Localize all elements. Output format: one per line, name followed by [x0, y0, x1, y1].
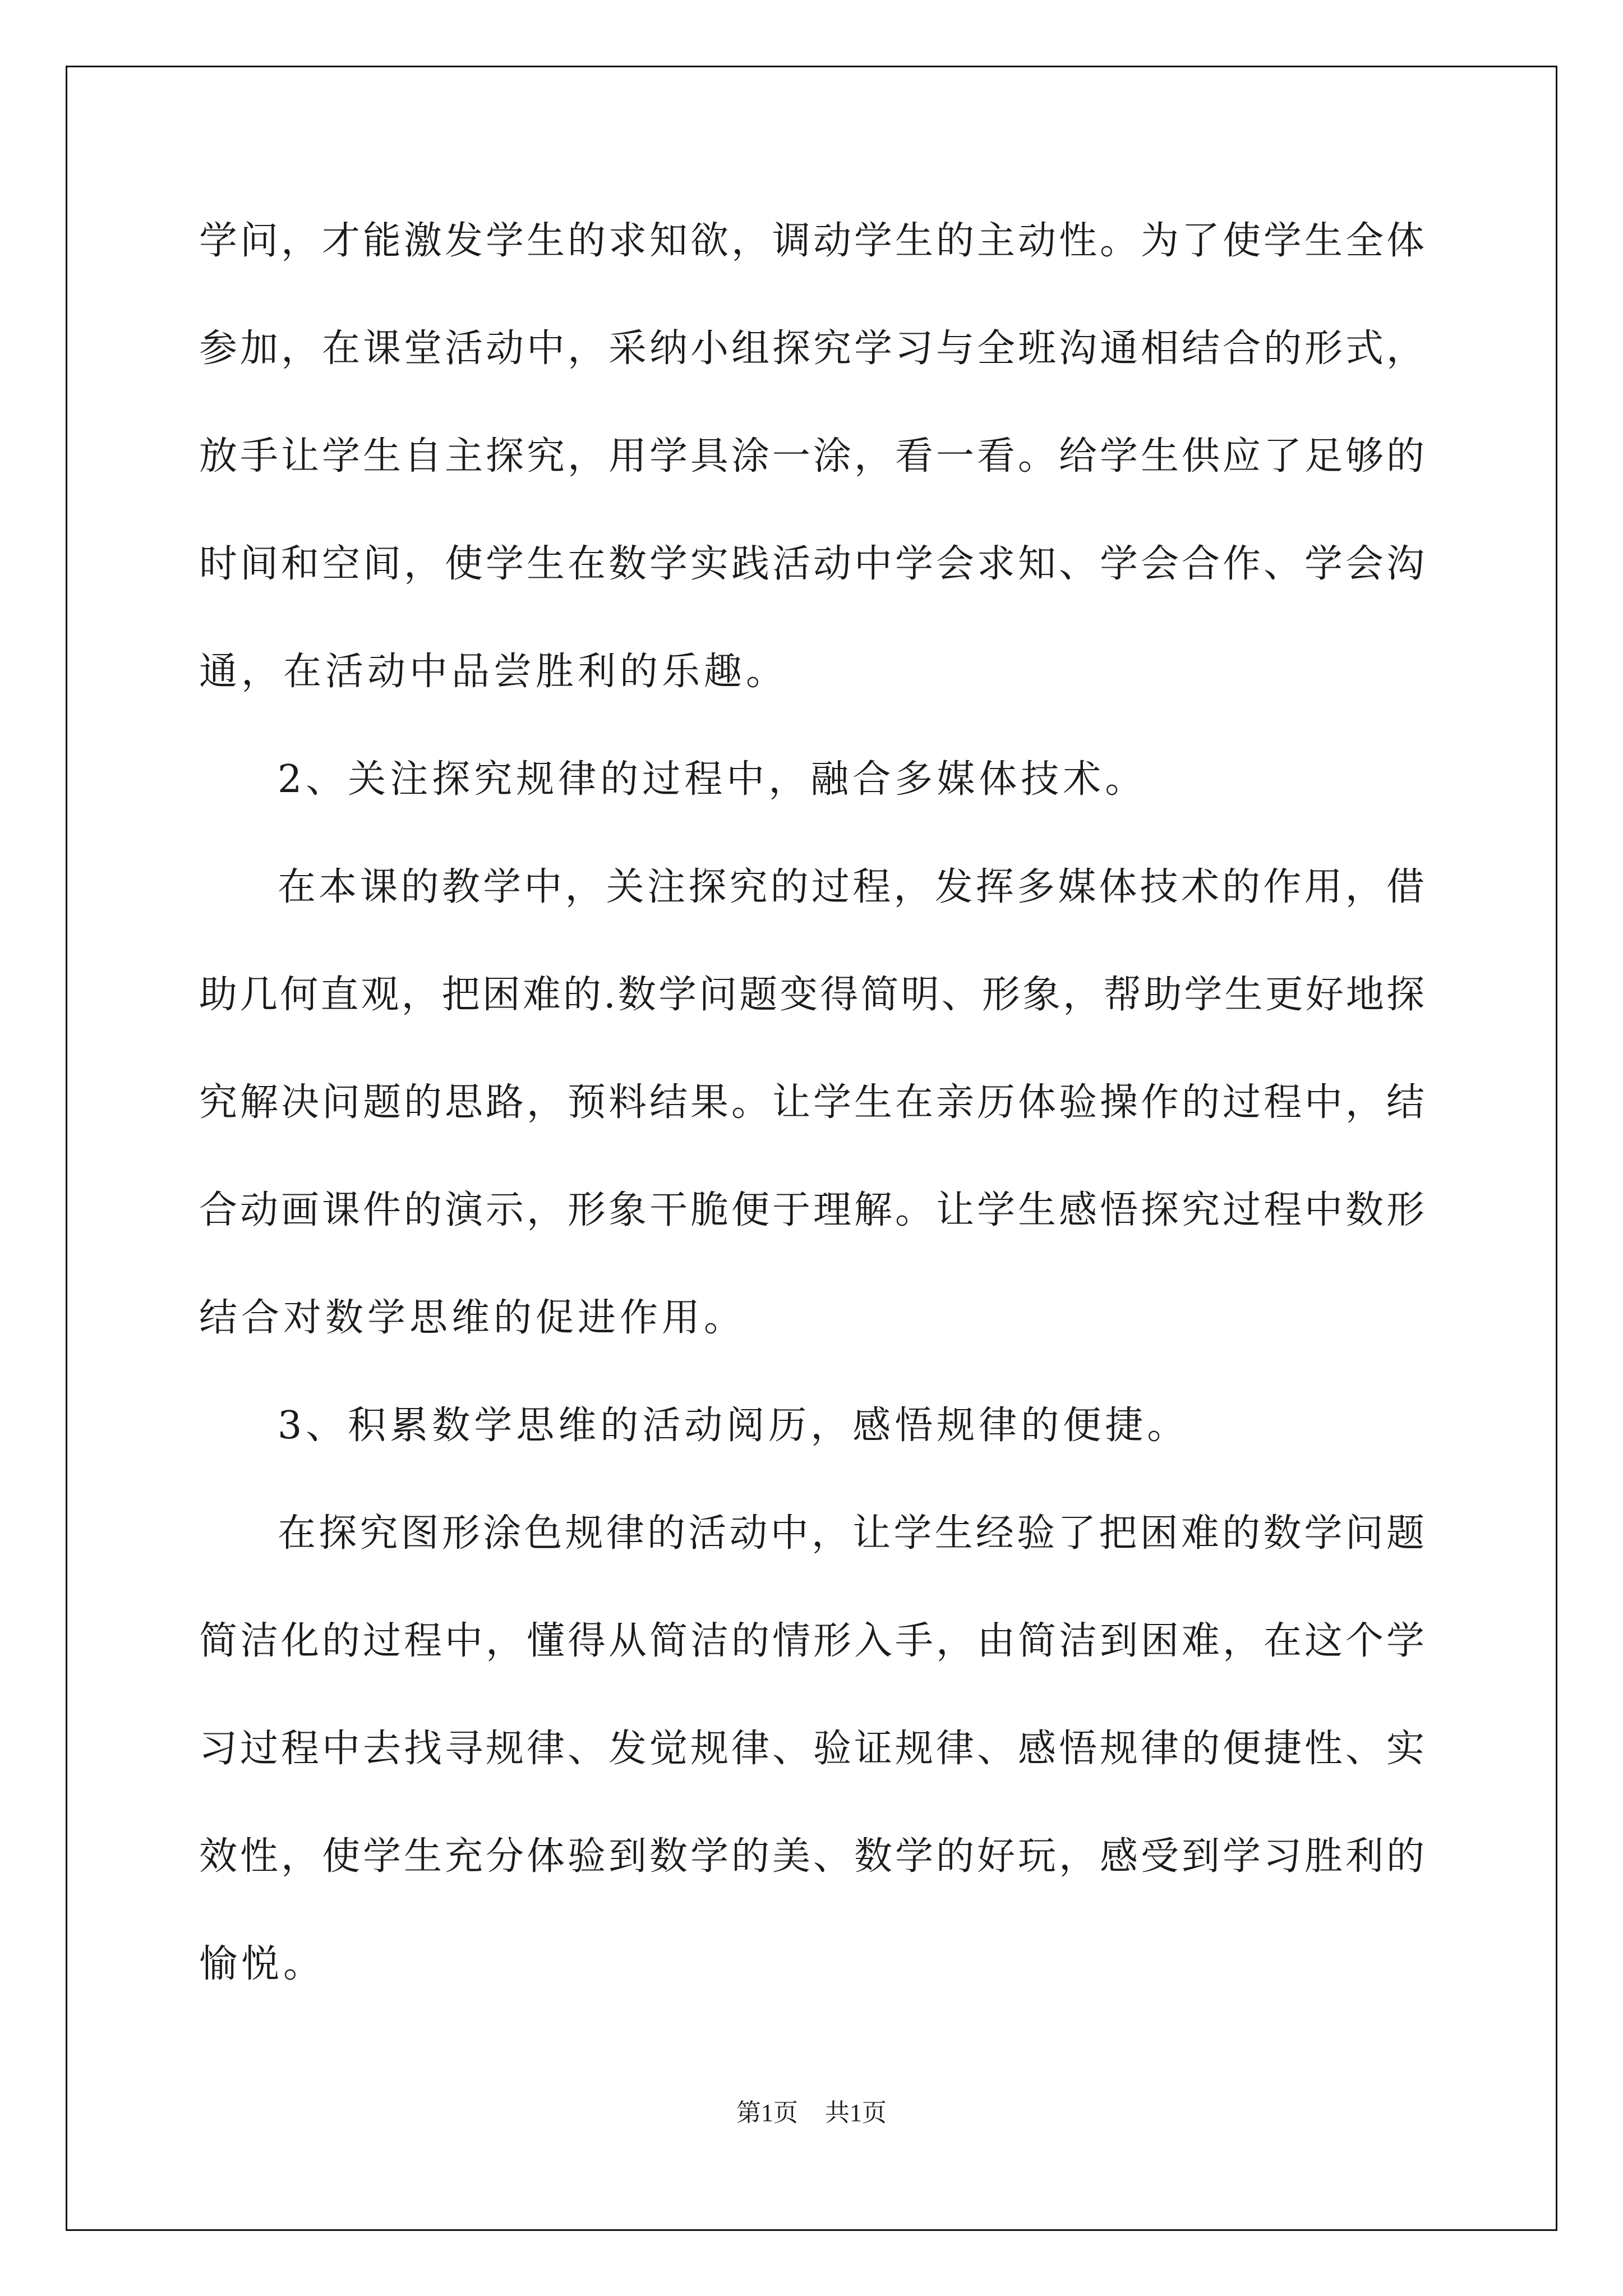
paragraph-line: 愉悦。: [199, 1942, 326, 1986]
paragraph-line: 效性，使学生充分体验到数学的美、数学的好玩，感受到学习胜利的: [199, 1834, 1424, 1879]
paragraph-line: 习过程中去找寻规律、发觉规律、验证规律、感悟规律的便捷性、实: [199, 1727, 1424, 1771]
paragraph-line: 时间和空间，使学生在数学实践活动中学会求知、学会合作、学会沟: [199, 542, 1424, 586]
paragraph-line: 在探究图形涂色规律的活动中，让学生经验了把困难的数学问题: [278, 1511, 1424, 1556]
paragraph-line: 究解决问题的思路，预料结果。让学生在亲历体验操作的过程中，结: [199, 1080, 1424, 1125]
section-heading: 3、积累数学思维的活动阅历，感悟规律的便捷。: [278, 1404, 1189, 1448]
paragraph-line: 合动画课件的演示，形象干脆便于理解。让学生感悟探究过程中数形: [199, 1188, 1424, 1232]
page-total: 共1页: [825, 2099, 887, 2127]
paragraph-line: 参加，在课堂活动中，采纳小组探究学习与全班沟通相结合的形式，: [199, 326, 1424, 371]
paragraph-line: 学问，才能激发学生的求知欲，调动学生的主动性。为了使学生全体: [199, 219, 1424, 263]
paragraph-line: 助几何直观，把困难的.数学问题变得简明、形象，帮助学生更好地探: [199, 973, 1424, 1017]
paragraph-line: 简洁化的过程中，懂得从简洁的情形入手，由简洁到困难，在这个学: [199, 1619, 1424, 1663]
paragraph-line: 在本课的教学中，关注探究的过程，发挥多媒体技术的作用，借: [278, 865, 1424, 909]
page-border: [66, 66, 1557, 2231]
paragraph-line: 结合对数学思维的促进作用。: [199, 1296, 746, 1340]
paragraph-line: 放手让学生自主探究，用学具涂一涂，看一看。给学生供应了足够的: [199, 434, 1424, 478]
page-footer: [0, 2092, 1623, 2128]
page-number: 第1页: [736, 2099, 798, 2127]
section-heading: 2、关注探究规律的过程中，融合多媒体技术。: [278, 757, 1147, 802]
paragraph-line: 通，在活动中品尝胜利的乐趣。: [199, 650, 789, 694]
